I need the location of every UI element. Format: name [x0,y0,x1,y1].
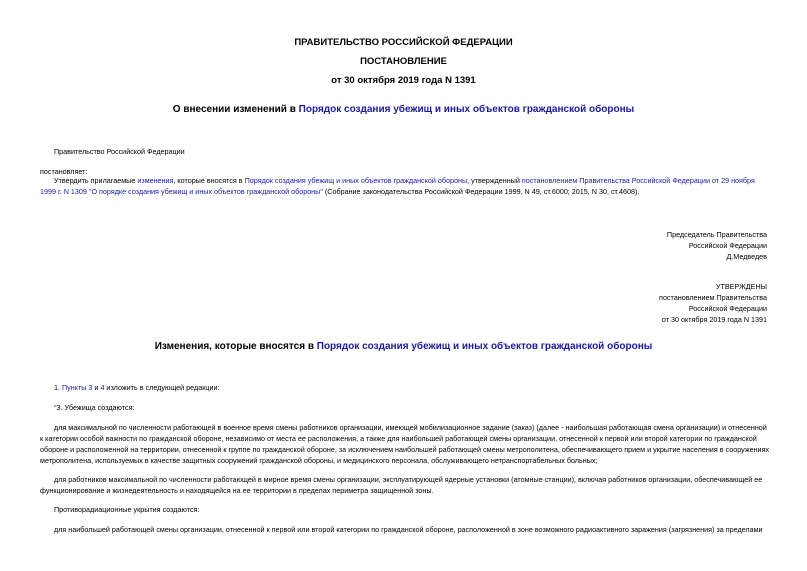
approve-text-2: , которые вносятся в [173,176,245,185]
approve-paragraph [40,175,770,197]
approve-text-4: (Собрание законодательства Российской Федерации 1999, N 49, ст.6000; 2015, N 30, ст.4608). [322,187,640,196]
document-title [0,104,807,115]
item-1-number: 1. [54,383,62,392]
title-prefix: О внесении изменений в [172,104,299,115]
item-1-and: и [92,383,101,392]
link-procedure[interactable]: Порядок создания убежищ и иных объектов гражданской обороны [244,176,468,185]
link-changes[interactable]: изменения [137,176,174,185]
approve-text-1: Утвердить прилагаемые [54,176,138,185]
government-heading: ПРАВИТЕЛЬСТВО РОССИЙСКОЙ ФЕДЕРАЦИИ [294,37,513,48]
document-date-number: от 30 октября 2019 года N 1391 [331,75,476,86]
link-point-4[interactable]: 4 [100,383,105,392]
title-link[interactable]: Порядок создания убежищ и иных объектов гражданской обороны [298,104,635,115]
link-resolution-1309[interactable]: постановлением Правительства Российской Федерации от 29 ноября 1999 г. N 1309 "О порядке создания убежищ и иных объектов гражданской обороны" [40,176,755,196]
document-type: ПОСТАНОВЛЕНИЕ [360,56,447,67]
approve-text-3: , утвержденный [467,176,522,185]
signature-line-1: Председатель Правительства [666,230,767,239]
changes-title-link[interactable]: Порядок создания убежищ и иных объектов гражданской обороны [316,341,653,352]
quote-start: "3. Убежища создаются: [54,403,135,412]
paragraph-radiation-shelters: для наибольшей работающей смены организации, отнесенной к первой или второй категории по гражданской обороне, расположенной в зоне возможного радиоактивного заражения (загрязнения) за пределами [54,525,763,534]
changes-title-prefix: Изменения, которые вносятся в [154,341,317,352]
paragraph-shelters-wartime: для максимальной по численности работающей в военное время смены работников организации, имеющей мобилизационное задание (заказ) (далее - наибольшая работающая смена организации) и отнесенной к категории особой важности по гражданской обороне, независимо от места ее расположения, а также для наибольшей работающей смены организации, отнесенной к первой или второй категории по гражданской обороне и расположенной на территории, отнесенной к группе по гражданской обороне, за исключением наибольшей работающей смены метрополитена, обеспечивающего прием и укрытие населения в сооружениях метрополитена, используемых в качестве защитных сооружений гражданской обороны, и медицинского персонала, обслуживающего нетранспортабельных больных; [40,423,770,465]
approved-line-3: Российской Федерации [688,304,767,313]
preamble-government: Правительство Российской Федерации [54,147,185,156]
signature-line-2: Российской Федерации [688,241,767,250]
paragraph-radiation-shelters-heading: Противорадиационные укрытия создаются: [54,505,200,514]
link-point-3[interactable]: Пункты 3 [62,383,93,392]
item-1 [54,382,220,393]
item-1-rest: изложить в следующей редакции: [104,383,220,392]
approved-line-4: от 30 октября 2019 года N 1391 [661,315,767,324]
preamble-resolves: постановляет: [40,167,88,176]
signature-line-3: Д.Медведев [726,252,767,261]
changes-title [0,341,807,352]
paragraph-shelters-peacetime: для работников максимальной по численности работающей в мирное время смены организации, эксплуатирующей ядерные установки (атомные станции), включая работников организации, обеспечивающей ее функционирование и жизнедеятельность и находящейся на ее территории в пределах периметра защищенной зоны. [40,475,763,495]
approved-line-2: постановлением Правительства [659,293,767,302]
approved-line-1: УТВЕРЖДЕНЫ [715,282,767,291]
